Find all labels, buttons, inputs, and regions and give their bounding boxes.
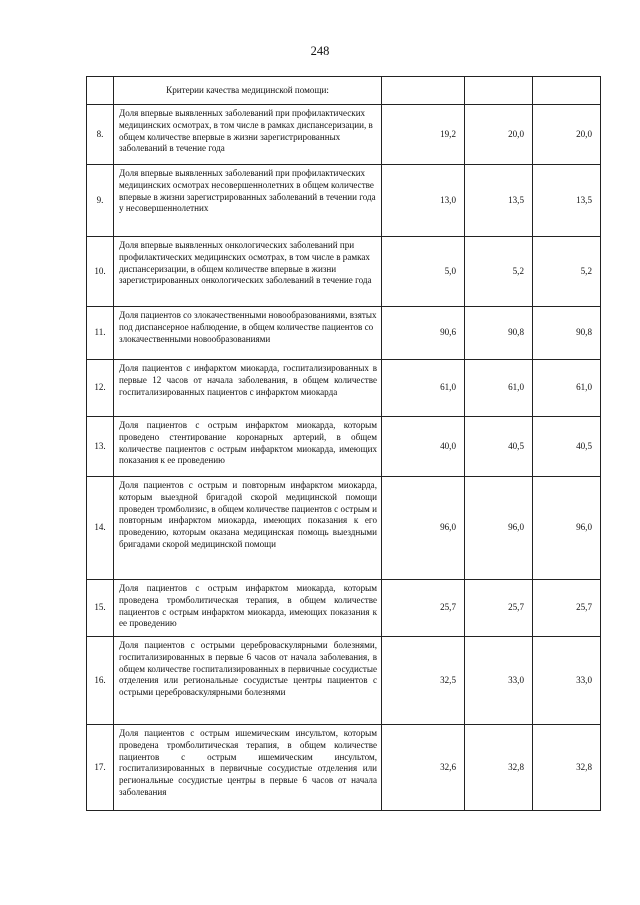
row-value-2: 20,0 bbox=[465, 105, 533, 165]
table-row bbox=[87, 360, 601, 417]
row-value-3: 61,0 bbox=[533, 360, 601, 417]
row-description: Доля пациентов с острыми цереброваскулярными болезнями, госпитализированных в первые 6 часов от начала заболевания, в общем количестве госпитализированных в первичные сосудистые отделения или региональные сосудистые центры пациентов с острыми цереброваскулярными болезнями bbox=[114, 637, 382, 725]
row-value-2: 90,8 bbox=[465, 307, 533, 360]
page-number: 248 bbox=[310, 44, 330, 58]
row-value-1: 19,2 bbox=[382, 105, 465, 165]
table-header-row bbox=[87, 77, 601, 105]
table-row bbox=[87, 637, 601, 725]
row-value-1: 25,7 bbox=[382, 580, 465, 637]
row-value-1: 40,0 bbox=[382, 417, 465, 477]
row-value-3: 5,2 bbox=[533, 237, 601, 307]
quality-criteria-table bbox=[86, 76, 601, 811]
row-value-3: 33,0 bbox=[533, 637, 601, 725]
row-number: 16. bbox=[87, 637, 114, 725]
row-value-2: 32,8 bbox=[465, 725, 533, 811]
row-description: Доля пациентов с острым и повторным инфарктом миокарда, которым выездной бригадой скорой медицинской помощи проведен тромболизис, в общем количестве пациентов с острым и повторным инфарктом миокарда, имеющих показания к его проведению, которым оказана медицинская помощь выездными бригадами скорой медицинской помощи bbox=[114, 477, 382, 580]
row-value-3: 96,0 bbox=[533, 477, 601, 580]
row-number: 9. bbox=[87, 165, 114, 237]
row-number: 14. bbox=[87, 477, 114, 580]
row-value-3: 20,0 bbox=[533, 105, 601, 165]
row-number: 17. bbox=[87, 725, 114, 811]
row-value-3: 90,8 bbox=[533, 307, 601, 360]
row-description: Доля пациентов с инфарктом миокарда, госпитализированных в первые 12 часов от начала заболевания, в общем количестве госпитализированных пациентов с инфарктом миокарда bbox=[114, 360, 382, 417]
row-description: Доля впервые выявленных онкологических заболеваний при профилактических медицинских осмотрах, в том числе в рамках диспансеризации, в общем количестве впервые в жизни зарегистрированных онкологических заболеваний в течение года bbox=[114, 237, 382, 307]
row-number: 13. bbox=[87, 417, 114, 477]
table-row bbox=[87, 580, 601, 637]
row-description: Доля пациентов со злокачественными новообразованиями, взятых под диспансерное наблюдение, в общем количестве пациентов со злокачественными новообразованиями bbox=[114, 307, 382, 360]
table-row bbox=[87, 725, 601, 811]
table-row bbox=[87, 477, 601, 580]
row-value-2: 13,5 bbox=[465, 165, 533, 237]
row-value-2: 33,0 bbox=[465, 637, 533, 725]
table-header-title: Критерии качества медицинской помощи: bbox=[114, 77, 382, 105]
row-description: Доля пациентов с острым инфарктом миокарда, которым проведена тромболитическая терапия, в общем количестве пациентов с острым инфарктом миокарда, имеющих показания к ее проведению bbox=[114, 580, 382, 637]
row-value-1: 13,0 bbox=[382, 165, 465, 237]
row-description: Доля впервые выявленных заболеваний при профилактических медицинских осмотрах несовершеннолетних в общем количестве впервые в жизни зарегистрированных заболеваний в течении года у несовершеннолетних bbox=[114, 165, 382, 237]
row-value-2: 96,0 bbox=[465, 477, 533, 580]
header-value-cell-1 bbox=[382, 77, 465, 105]
row-description: Доля пациентов с острым ишемическим инсультом, которым проведена тромболитическая терапия, в общем количестве пациентов с острым ишемическим инсультом, госпитализированных в первичные сосудистые отделения или региональные сосудистые центры в первые 6 часов от начала заболевания bbox=[114, 725, 382, 811]
row-number: 8. bbox=[87, 105, 114, 165]
row-value-3: 25,7 bbox=[533, 580, 601, 637]
row-value-2: 40,5 bbox=[465, 417, 533, 477]
row-value-3: 40,5 bbox=[533, 417, 601, 477]
row-value-1: 5,0 bbox=[382, 237, 465, 307]
row-value-3: 32,8 bbox=[533, 725, 601, 811]
row-value-1: 32,6 bbox=[382, 725, 465, 811]
row-value-1: 61,0 bbox=[382, 360, 465, 417]
row-value-1: 32,5 bbox=[382, 637, 465, 725]
row-number: 12. bbox=[87, 360, 114, 417]
table-row bbox=[87, 237, 601, 307]
row-number: 15. bbox=[87, 580, 114, 637]
header-number-cell bbox=[87, 77, 114, 105]
table-row bbox=[87, 105, 601, 165]
row-value-1: 96,0 bbox=[382, 477, 465, 580]
row-description: Доля впервые выявленных заболеваний при профилактических медицинских осмотрах, в том числе в рамках диспансеризации, в общем количестве впервые в жизни зарегистрированных заболеваний в течение года bbox=[114, 105, 382, 165]
row-value-1: 90,6 bbox=[382, 307, 465, 360]
table-row bbox=[87, 417, 601, 477]
row-description: Доля пациентов с острым инфарктом миокарда, которым проведено стентирование коронарных артерий, в общем количестве пациентов с острым инфарктом миокарда, имеющих показания к ее проведению bbox=[114, 417, 382, 477]
row-value-2: 61,0 bbox=[465, 360, 533, 417]
table-row bbox=[87, 307, 601, 360]
row-number: 10. bbox=[87, 237, 114, 307]
header-value-cell-3 bbox=[533, 77, 601, 105]
table-row bbox=[87, 165, 601, 237]
header-value-cell-2 bbox=[465, 77, 533, 105]
row-number: 11. bbox=[87, 307, 114, 360]
row-value-2: 5,2 bbox=[465, 237, 533, 307]
row-value-2: 25,7 bbox=[465, 580, 533, 637]
row-value-3: 13,5 bbox=[533, 165, 601, 237]
